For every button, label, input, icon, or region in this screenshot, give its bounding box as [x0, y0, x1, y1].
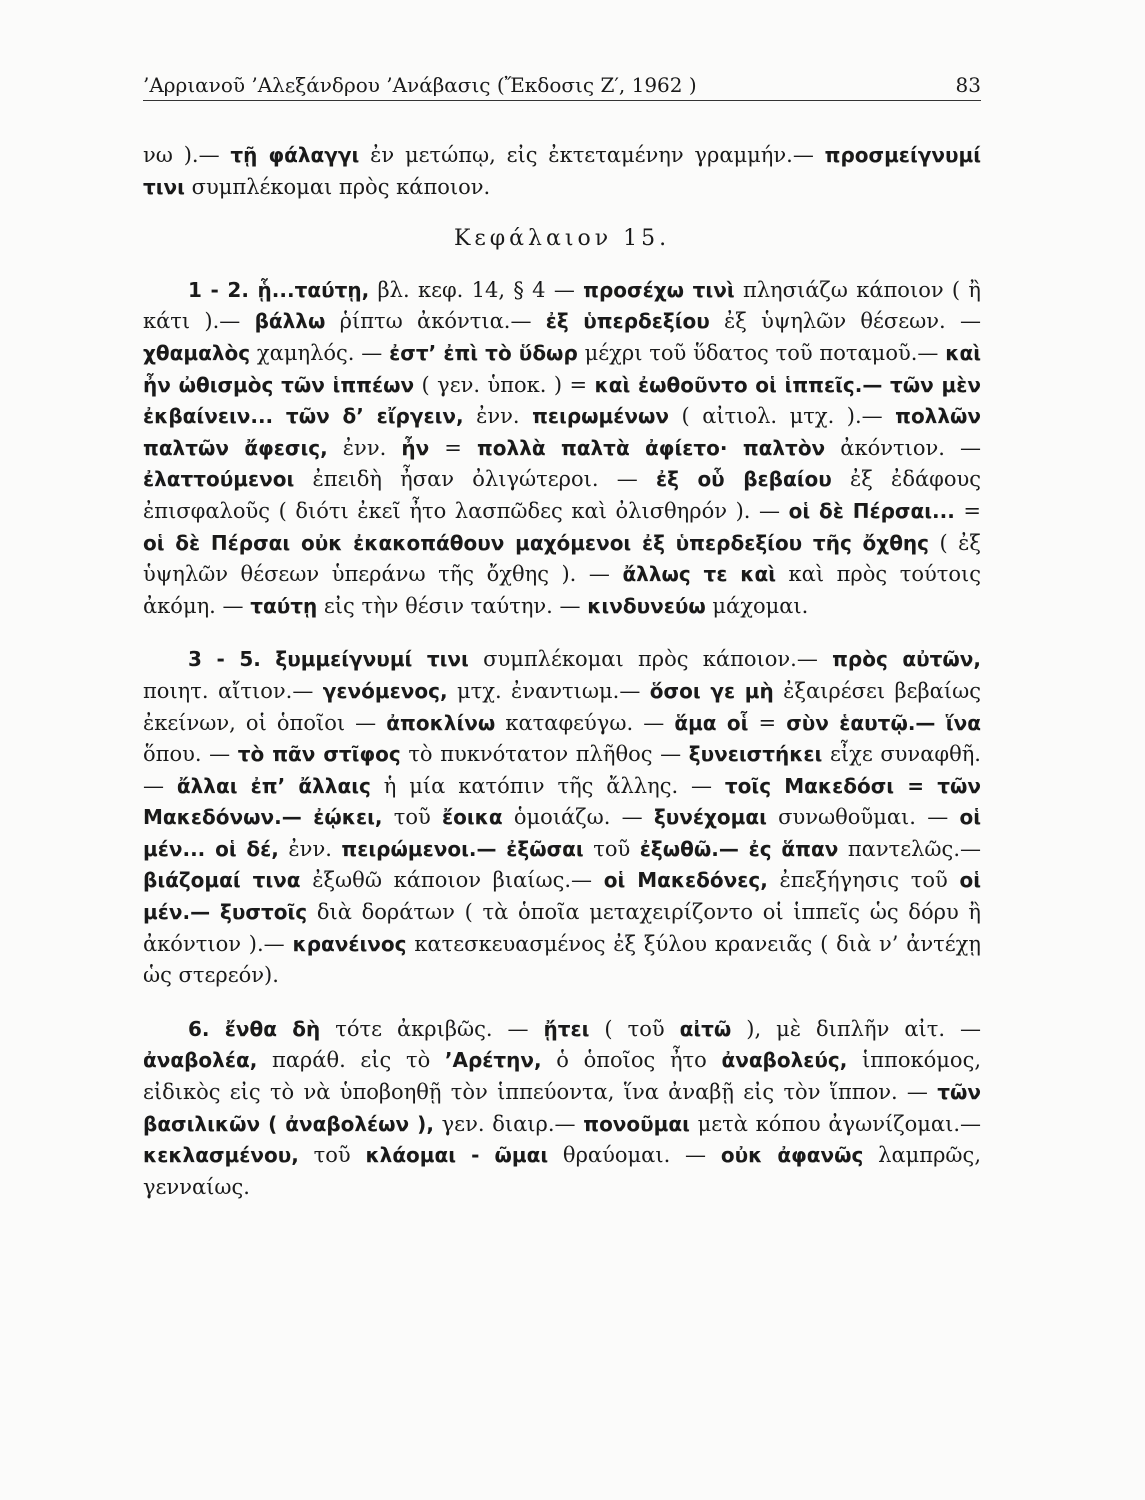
gloss-text: νω ).— — [143, 143, 231, 167]
gloss-text: ἐξ ὑψηλῶν θέσεων. — — [709, 309, 981, 334]
paragraph-1-2 — [143, 275, 981, 623]
lemma-term: πειρώμενοι.— ἐξῶσαι — [341, 836, 584, 861]
lemma-term: 3 - 5. ξυμμείγνυμί τινι — [188, 647, 469, 672]
lemma-term: ἐξ ὑπερδεξίου — [545, 309, 710, 334]
paragraph-3-5 — [143, 644, 981, 992]
gloss-text: = — [954, 498, 981, 523]
running-head-title: ’Αρριανοῦ ’Αλεξάνδρου ’Ανάβασις (Ἔκδοσις Ζ′, 1962 ) — [143, 73, 697, 97]
lemma-term: 1 - 2. ᾗ...ταύτῃ, — [188, 277, 370, 302]
lemma-term: πειρωμένων — [532, 404, 670, 429]
lemma-term: κεκλασμένου, — [143, 1143, 299, 1168]
lemma-term: κρανέινος — [292, 931, 407, 956]
lemma-term: 6. ἔνθα δὴ — [188, 1016, 321, 1041]
gloss-text: διὰ δοράτων ( τὰ ὁποῖα μεταχειρίζοντο οἱ ἱππεῖς ὡς δόρυ ἢ ἀκόντιον ).— — [143, 900, 981, 956]
gloss-text: = — [748, 710, 787, 735]
paragraph-6 — [143, 1014, 981, 1204]
gloss-text: βλ. κεφ. 14, § 4 — — [369, 277, 584, 302]
chapter-heading: Κεφάλαιον 15. — [453, 226, 671, 252]
gloss-text: ποιητ. αἴτιον.— — [143, 678, 323, 703]
lemma-term: καὶ ἐωθοῦντο οἱ ἱππεῖς.— τῶν μὲν ἐκβαίνειν... τῶν δ’ εἴργειν, — [143, 372, 981, 429]
lemma-term: οἱ Μακεδόνες, — [603, 868, 768, 893]
gloss-text: εἶχε συναφθῆ. — — [143, 742, 981, 798]
lemma-term: κινδυνεύω — [587, 593, 706, 618]
lemma-term: προσμείγνυμί τινι — [143, 143, 981, 199]
gloss-text: ἐξ ἐδάφους ἐπισφαλοῦς ( διότι ἐκεῖ ἦτο λασπῶδες καὶ ὀλισθηρόν ). — — [143, 467, 982, 523]
gloss-text: ἐν μετώπῳ, εἰς ἐκτεταμένην γραμμήν.— — [359, 143, 825, 167]
gloss-text: καὶ πρὸς τούτοις ἀκόμη. — — [143, 562, 981, 618]
gloss-text: συνωθοῦμαι. — — [766, 805, 960, 830]
gloss-text: μτχ. ἐναντιωμ.— — [447, 678, 650, 703]
lemma-term: ὅσοι γε μὴ — [649, 678, 774, 703]
gloss-text: ( αἰτιολ. μτχ. ).— — [669, 404, 896, 429]
lemma-term: ἐξ οὗ βεβαίου — [655, 467, 832, 492]
gloss-text: = — [429, 435, 477, 460]
gloss-text: ( ἐξ ὑψηλῶν θέσεων ὑπεράνω τῆς ὄχθης ). — — [143, 530, 981, 587]
gloss-text: τὸ πυκνότατον πλῆθος — — [400, 742, 689, 767]
page-number: 83 — [955, 73, 981, 97]
lemma-term: οἱ μέν... οἱ δέ, — [143, 805, 981, 861]
lemma-term: γενόμενος, — [322, 678, 448, 703]
gloss-text: ἐνν. — [463, 404, 533, 429]
running-head — [143, 70, 981, 101]
gloss-text: τοῦ — [382, 805, 443, 830]
gloss-text: ἐνν. — [278, 836, 342, 861]
gloss-text: παντελῶς.— — [838, 836, 981, 861]
lemma-term: ἐλαττούμενοι — [143, 467, 295, 492]
gloss-text: ἡ μία κατόπιν τῆς ἄλλης. — — [370, 773, 725, 798]
commentary-text — [143, 140, 981, 1203]
lemma-term: πολλὰ παλτὰ ἀφίετο· παλτὸν — [476, 435, 826, 460]
lemma-term: ἐξωθῶ.— ἐς ἅπαν — [639, 836, 839, 861]
lemma-term: τῶν βασιλικῶν ( ἀναβολέων ), — [143, 1080, 981, 1136]
gloss-text: ἐξωθῶ κάποιον βιαίως.— — [300, 868, 604, 893]
lemma-term: ἀναβολέα, — [143, 1048, 258, 1073]
gloss-text: γεν. διαιρ.— — [433, 1111, 584, 1136]
gloss-text: ὁμοιάζω. — — [502, 805, 654, 830]
lemma-term: ἄλλαι ἐπ’ ἄλλαις — [176, 773, 371, 798]
gloss-text: ( τοῦ — [589, 1016, 680, 1041]
gloss-text: ῥίπτω ἀκόντια.— — [325, 309, 546, 334]
gloss-text: μάχομαι. — [705, 593, 809, 618]
lemma-term: τῇ φάλαγγι — [230, 143, 360, 167]
lemma-term: ξυνειστήκει — [688, 742, 823, 767]
lemma-term: ἅμα οἷ — [674, 710, 749, 735]
gloss-text: λαμπρῶς, γενναίως. — [143, 1143, 981, 1199]
lemma-term: ἐστ’ ἐπὶ τὸ ὕδωρ — [389, 340, 578, 365]
lemma-term: ἔοικα — [442, 805, 503, 830]
gloss-text: ἐπειδὴ ἦσαν ὀλιγώτεροι. — — [294, 467, 656, 492]
gloss-text: εἰς τὴν θέσιν ταύτην. — — [317, 593, 588, 618]
lemma-term: αἰτῶ — [679, 1016, 732, 1041]
gloss-text: κατεσκευασμένος ἐξ ξύλου κρανειᾶς ( διὰ ν’ ἀντέχῃ ὡς στερεόν). — [143, 931, 981, 988]
gloss-text: ὅπου. — — [143, 742, 238, 767]
gloss-text: ἱπποκόμος, εἰδικὸς εἰς τὸ νὰ ὑποβοηθῇ τὸν ἱππεύοντα, ἵνα ἀναβῇ εἰς τὸν ἵππον. — — [143, 1048, 982, 1105]
lemma-term: ἀναβολεύς, — [721, 1048, 848, 1073]
lemma-term: τοῖς Μακεδόσι = τῶν Μακεδόνων.— ἐῴκει, — [143, 773, 981, 830]
gloss-text: ), μὲ διπλῆν αἰτ. — — [731, 1016, 982, 1041]
gloss-text: ( γεν. ὑποκ. ) = — [414, 372, 595, 397]
gloss-text: καταφεύγω. — — [495, 710, 675, 735]
gloss-text: ὁ ὁποῖος ἦτο — [541, 1048, 722, 1073]
gloss-text: θραύομαι. — — [548, 1143, 721, 1168]
lemma-term: ξυνέχομαι — [653, 805, 767, 830]
lemma-term: βιάζομαί τινα — [143, 868, 301, 893]
gloss-text: τοῦ — [583, 836, 640, 861]
lemma-term: τὸ πᾶν στῖφος — [237, 742, 401, 767]
lemma-term: ἀποκλίνω — [386, 710, 496, 735]
lemma-term: πονοῦμαι — [583, 1111, 690, 1136]
lemma-term: πολλῶν παλτῶν ἄφεσις, — [143, 404, 982, 460]
gloss-text: συμπλέκομαι πρὸς κάποιον. — [184, 174, 491, 199]
lemma-term: χθαμαλὸς — [143, 340, 251, 365]
lemma-term: προσέχω τινὶ — [583, 277, 735, 302]
lemma-term: βάλλω — [254, 309, 326, 334]
paragraph-intro — [143, 140, 981, 203]
gloss-text: ἐξαιρέσει βεβαίως ἐκείνων, οἱ ὁποῖοι — — [143, 678, 981, 735]
lemma-term: οἱ μέν.— ξυστοῖς — [143, 868, 982, 925]
gloss-text: χαμηλός. — — [250, 340, 390, 365]
gloss-text: πλησιάζω κάποιον ( ἢ κάτι ).— — [143, 277, 982, 334]
lemma-term: ’Αρέτην, — [444, 1048, 542, 1073]
lemma-term: κλάομαι - ῶμαι — [365, 1143, 549, 1168]
lemma-term: οἱ δὲ Πέρσαι οὐκ ἐκακοπάθουν μαχόμενοι ἐξ ὑπερδεξίου τῆς ὄχθης — [143, 530, 930, 555]
gloss-text: ἐπεξήγησις τοῦ — [767, 868, 960, 893]
gloss-text: μετὰ κόπου ἀγωνίζομαι.— — [689, 1111, 981, 1136]
gloss-text: τότε ἀκριβῶς. — — [320, 1016, 544, 1041]
lemma-term: ταύτῃ — [250, 593, 318, 618]
gloss-text: συμπλέκομαι πρὸς κάποιον.— — [468, 647, 833, 672]
lemma-term: σὺν ἑαυτῷ.— ἵνα — [786, 710, 981, 735]
lemma-term: ἄλλως τε καὶ — [622, 562, 777, 587]
gloss-text: μέχρι τοῦ ὕδατος τοῦ ποταμοῦ.— — [577, 340, 946, 365]
gloss-text: παράθ. εἰς τὸ — [257, 1048, 445, 1073]
gloss-text: ἀκόντιον. — — [825, 435, 981, 460]
lemma-term: οἱ δὲ Πέρσαι... — [788, 498, 955, 523]
gloss-text: ἐνν. — [327, 435, 402, 460]
lemma-term: πρὸς αὐτῶν, — [832, 647, 982, 672]
lemma-term: ἦν — [401, 435, 430, 460]
lemma-term: καὶ ἦν ὠθισμὸς τῶν ἱππέων — [143, 340, 981, 397]
lemma-term: οὐκ ἀφανῶς — [720, 1143, 864, 1168]
lemma-term: ᾔτει — [543, 1016, 590, 1041]
gloss-text: τοῦ — [298, 1143, 366, 1168]
